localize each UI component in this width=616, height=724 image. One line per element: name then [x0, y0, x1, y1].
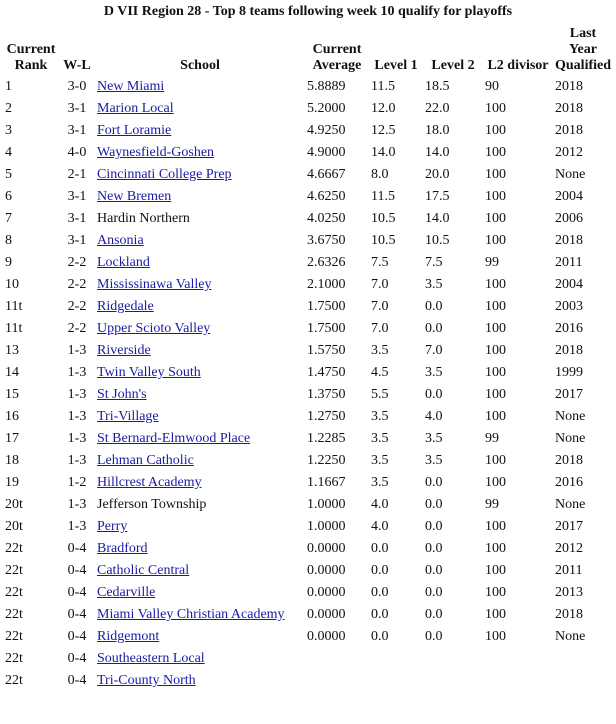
table-row [3, 539, 613, 561]
cell-wl: 0-4 [67, 629, 87, 644]
cell-level-1: 10.5 [371, 233, 396, 248]
cell-level-2: 0.0 [425, 629, 443, 644]
cell-school [95, 165, 305, 187]
cell-average: 4.6667 [307, 167, 346, 182]
cell-school [95, 671, 305, 693]
cell-l2-divisor: 100 [485, 167, 506, 182]
cell-level-2: 0.0 [425, 563, 443, 578]
school-link[interactable]: St Bernard-Elmwood Place [97, 431, 251, 446]
cell-rank: 6 [5, 189, 12, 204]
cell-school [95, 605, 305, 627]
table-header [3, 26, 613, 77]
cell-level-2: 3.5 [425, 453, 443, 468]
cell-l2-divisor: 100 [485, 277, 506, 292]
school-link[interactable]: Tri-County North [97, 673, 196, 688]
cell-l2-divisor: 100 [485, 343, 506, 358]
cell-wl: 3-1 [67, 123, 87, 138]
cell-last-year: 2012 [555, 541, 583, 556]
cell-wl: 2-2 [67, 277, 87, 292]
header-l2-divisor: L2 divisor [487, 58, 549, 73]
cell-rank: 2 [5, 101, 12, 116]
cell-rank: 1 [5, 79, 12, 94]
cell-rank: 18 [5, 453, 19, 468]
cell-rank: 9 [5, 255, 12, 270]
table-row [3, 187, 613, 209]
cell-wl: 3-1 [67, 233, 87, 248]
cell-last-year: 2016 [555, 475, 583, 490]
cell-level-2: 0.0 [425, 519, 443, 534]
cell-average: 5.8889 [307, 79, 346, 94]
school-link[interactable]: St John's [97, 387, 147, 402]
cell-average: 1.5750 [307, 343, 346, 358]
cell-wl: 1-2 [67, 475, 87, 490]
cell-l2-divisor: 99 [485, 497, 499, 512]
cell-school [95, 121, 305, 143]
cell-rank: 22t [5, 563, 23, 578]
cell-last-year [553, 649, 613, 671]
cell-level-2: 7.5 [425, 255, 443, 270]
cell-average: 1.0000 [307, 497, 346, 512]
table-row [3, 385, 613, 407]
school-link[interactable]: Marion Local [97, 101, 174, 116]
cell-school [95, 209, 305, 231]
cell-l2-divisor: 100 [485, 321, 506, 336]
cell-level-2: 17.5 [425, 189, 450, 204]
cell-average: 4.9250 [307, 123, 346, 138]
cell-rank: 5 [5, 167, 12, 182]
school-link[interactable]: New Miami [97, 79, 165, 94]
school-link[interactable]: Miami Valley Christian Academy [97, 607, 285, 622]
school-name: Hardin Northern [97, 211, 190, 226]
table-row [3, 671, 613, 693]
cell-school [95, 583, 305, 605]
cell-average: 1.2250 [307, 453, 346, 468]
cell-last-year: 2018 [555, 123, 583, 138]
cell-wl: 1-3 [67, 387, 87, 402]
cell-last-year: 2013 [555, 585, 583, 600]
cell-rank: 22t [5, 585, 23, 600]
table-body [3, 77, 613, 693]
cell-level-2: 3.5 [425, 365, 443, 380]
cell-l2-divisor: 100 [485, 541, 506, 556]
cell-wl: 0-4 [67, 541, 87, 556]
cell-wl: 1-3 [67, 343, 87, 358]
cell-l2-divisor: 100 [485, 607, 506, 622]
table-row [3, 253, 613, 275]
school-link[interactable]: Lockland [97, 255, 150, 270]
header-level-1: Level 1 [374, 58, 418, 73]
cell-average: 1.0000 [307, 519, 346, 534]
school-link[interactable]: Catholic Central [97, 563, 190, 578]
cell-l2-divisor: 100 [485, 585, 506, 600]
cell-l2-divisor: 99 [485, 255, 499, 270]
cell-rank: 11t [5, 299, 23, 314]
cell-school [95, 319, 305, 341]
cell-l2-divisor: 100 [485, 299, 506, 314]
cell-school [95, 143, 305, 165]
cell-average: 1.2750 [307, 409, 346, 424]
table-row [3, 649, 613, 671]
school-link[interactable]: Ridgemont [97, 629, 160, 644]
cell-wl: 3-0 [67, 79, 87, 94]
school-link[interactable]: Twin Valley South [97, 365, 201, 380]
cell-level-1: 11.5 [371, 189, 395, 204]
header-last-year-qualified: Last Year Qualified [555, 26, 612, 73]
cell-last-year: 2004 [555, 189, 583, 204]
cell-level-1: 3.5 [371, 475, 389, 490]
cell-school [95, 495, 305, 517]
cell-level-2: 18.5 [425, 79, 450, 94]
cell-wl: 3-1 [67, 211, 87, 226]
cell-level-2: 14.0 [425, 211, 450, 226]
school-link[interactable]: Ridgedale [97, 299, 154, 314]
cell-level-2: 3.5 [425, 431, 443, 446]
cell-average [305, 671, 369, 693]
cell-average: 5.2000 [307, 101, 346, 116]
cell-level-2: 0.0 [425, 541, 443, 556]
cell-last-year: None [555, 409, 586, 424]
cell-level-1: 0.0 [371, 563, 389, 578]
table-row [3, 451, 613, 473]
cell-rank: 11t [5, 321, 23, 336]
cell-rank: 10 [5, 277, 19, 292]
cell-last-year: 2003 [555, 299, 583, 314]
cell-l2-divisor: 100 [485, 365, 506, 380]
school-link[interactable]: Ansonia [97, 233, 144, 248]
cell-l2-divisor [483, 671, 553, 693]
cell-average: 1.7500 [307, 299, 346, 314]
cell-rank: 13 [5, 343, 19, 358]
cell-school [95, 473, 305, 495]
cell-level-1: 3.5 [371, 343, 389, 358]
cell-average: 4.6250 [307, 189, 346, 204]
cell-last-year: None [555, 167, 586, 182]
cell-average: 4.0250 [307, 211, 346, 226]
cell-l2-divisor: 100 [485, 211, 506, 226]
cell-level-1 [369, 649, 423, 671]
cell-rank: 4 [5, 145, 12, 160]
cell-rank: 19 [5, 475, 19, 490]
cell-average: 1.3750 [307, 387, 346, 402]
cell-level-1: 4.0 [371, 519, 389, 534]
cell-rank: 22t [5, 629, 23, 644]
cell-level-1: 12.5 [371, 123, 396, 138]
school-link[interactable]: Riverside [97, 343, 151, 358]
cell-school [95, 275, 305, 297]
cell-average: 0.0000 [307, 563, 346, 578]
cell-last-year: None [555, 431, 586, 446]
table-row [3, 517, 613, 539]
cell-rank: 22t [5, 673, 23, 688]
cell-wl: 4-0 [67, 145, 87, 160]
school-link[interactable]: Upper Scioto Valley [97, 321, 211, 336]
cell-rank: 7 [5, 211, 12, 226]
cell-level-1: 11.5 [371, 79, 395, 94]
cell-level-1: 7.0 [371, 299, 389, 314]
cell-school [95, 451, 305, 473]
cell-school [95, 429, 305, 451]
cell-level-1: 5.5 [371, 387, 389, 402]
cell-average: 1.4750 [307, 365, 346, 380]
cell-rank: 16 [5, 409, 19, 424]
cell-l2-divisor: 100 [485, 453, 506, 468]
cell-school [95, 99, 305, 121]
header-current-rank: Current Rank [6, 42, 56, 73]
table-row [3, 121, 613, 143]
cell-level-2: 0.0 [425, 387, 443, 402]
cell-rank: 20t [5, 497, 23, 512]
cell-last-year: 2018 [555, 101, 583, 116]
cell-school [95, 77, 305, 99]
cell-l2-divisor: 100 [485, 101, 506, 116]
cell-level-1: 14.0 [371, 145, 396, 160]
cell-rank: 22t [5, 607, 23, 622]
cell-rank: 15 [5, 387, 19, 402]
cell-level-2: 4.0 [425, 409, 443, 424]
cell-last-year: 2018 [555, 343, 583, 358]
cell-level-1: 10.5 [371, 211, 396, 226]
cell-school [95, 385, 305, 407]
school-link[interactable]: Bradford [97, 541, 148, 556]
cell-last-year: None [555, 629, 586, 644]
table-row [3, 341, 613, 363]
school-link[interactable]: Perry [97, 519, 128, 534]
cell-school [95, 407, 305, 429]
cell-level-1: 4.0 [371, 497, 389, 512]
cell-school [95, 187, 305, 209]
school-link[interactable]: Lehman Catholic [97, 453, 194, 468]
cell-wl: 0-4 [67, 563, 87, 578]
table-row [3, 429, 613, 451]
cell-level-2: 22.0 [425, 101, 450, 116]
cell-rank: 3 [5, 123, 12, 138]
cell-wl: 1-3 [67, 365, 87, 380]
cell-last-year: 2018 [555, 453, 583, 468]
cell-wl: 1-3 [67, 453, 87, 468]
cell-l2-divisor [483, 649, 553, 671]
header-school: School [180, 58, 220, 73]
cell-school [95, 297, 305, 319]
cell-l2-divisor: 100 [485, 189, 506, 204]
cell-last-year: 1999 [555, 365, 583, 380]
table-row [3, 561, 613, 583]
table-row [3, 495, 613, 517]
school-link[interactable]: Waynesfield-Goshen [97, 145, 215, 160]
school-link[interactable]: Tri-Village [97, 409, 159, 424]
school-link[interactable]: Mississinawa Valley [97, 277, 212, 292]
school-link[interactable]: Cincinnati College Prep [97, 167, 232, 182]
table-row [3, 231, 613, 253]
cell-school [95, 627, 305, 649]
header-wl: W-L [63, 58, 91, 73]
cell-l2-divisor: 100 [485, 123, 506, 138]
cell-level-2: 0.0 [425, 299, 443, 314]
cell-level-1: 0.0 [371, 541, 389, 556]
school-name: Jefferson Township [97, 497, 207, 512]
cell-level-1: 0.0 [371, 585, 389, 600]
cell-average: 1.7500 [307, 321, 346, 336]
cell-wl: 0-4 [67, 673, 87, 688]
cell-last-year: 2018 [555, 79, 583, 94]
cell-rank: 17 [5, 431, 19, 446]
cell-level-1 [369, 671, 423, 693]
table-row [3, 297, 613, 319]
table-row [3, 165, 613, 187]
cell-wl: 0-4 [67, 585, 87, 600]
cell-l2-divisor: 90 [485, 79, 499, 94]
school-link[interactable]: Southeastern Local [97, 651, 205, 666]
cell-average: 0.0000 [307, 585, 346, 600]
cell-l2-divisor: 99 [485, 431, 499, 446]
cell-level-1: 7.0 [371, 277, 389, 292]
cell-last-year: None [555, 497, 586, 512]
cell-l2-divisor: 100 [485, 475, 506, 490]
cell-level-1: 3.5 [371, 409, 389, 424]
cell-level-2 [423, 649, 483, 671]
cell-level-2: 0.0 [425, 321, 443, 336]
cell-school [95, 341, 305, 363]
cell-wl: 2-2 [67, 321, 87, 336]
cell-school [95, 561, 305, 583]
cell-level-2: 20.0 [425, 167, 450, 182]
cell-wl: 1-3 [67, 409, 87, 424]
cell-level-2: 7.0 [425, 343, 443, 358]
cell-last-year: 2017 [555, 519, 583, 534]
cell-level-2: 14.0 [425, 145, 450, 160]
table-row [3, 143, 613, 165]
cell-level-1: 7.5 [371, 255, 389, 270]
cell-school [95, 253, 305, 275]
cell-wl: 3-1 [67, 101, 87, 116]
cell-level-2: 0.0 [425, 585, 443, 600]
cell-average: 3.6750 [307, 233, 346, 248]
school-link[interactable]: Cedarville [97, 585, 156, 600]
cell-l2-divisor: 100 [485, 387, 506, 402]
cell-level-1: 0.0 [371, 629, 389, 644]
cell-average: 4.9000 [307, 145, 346, 160]
cell-level-1: 3.5 [371, 453, 389, 468]
cell-level-1: 0.0 [371, 607, 389, 622]
cell-last-year: 2006 [555, 211, 583, 226]
table-row [3, 275, 613, 297]
cell-level-2: 10.5 [425, 233, 450, 248]
cell-average: 2.1000 [307, 277, 346, 292]
cell-l2-divisor: 100 [485, 409, 506, 424]
table-row [3, 363, 613, 385]
standings-table [3, 26, 613, 693]
cell-school [95, 649, 305, 671]
cell-average: 0.0000 [307, 541, 346, 556]
cell-last-year: 2016 [555, 321, 583, 336]
cell-average: 0.0000 [307, 607, 346, 622]
table-row [3, 319, 613, 341]
cell-l2-divisor: 100 [485, 145, 506, 160]
table-row [3, 627, 613, 649]
cell-wl: 0-4 [67, 607, 87, 622]
cell-last-year: 2017 [555, 387, 583, 402]
cell-school [95, 363, 305, 385]
cell-level-2 [423, 671, 483, 693]
cell-school [95, 539, 305, 561]
school-link[interactable]: Hillcrest Academy [97, 475, 202, 490]
cell-school [95, 231, 305, 253]
cell-average: 1.1667 [307, 475, 346, 490]
cell-last-year: 2011 [555, 255, 583, 270]
cell-average [305, 649, 369, 671]
cell-wl: 3-1 [67, 189, 87, 204]
cell-level-1: 3.5 [371, 431, 389, 446]
table-row [3, 209, 613, 231]
cell-last-year: 2004 [555, 277, 583, 292]
cell-rank: 14 [5, 365, 19, 380]
table-row [3, 407, 613, 429]
cell-level-2: 0.0 [425, 607, 443, 622]
cell-wl: 1-3 [67, 519, 87, 534]
cell-wl: 2-2 [67, 255, 87, 270]
cell-wl: 0-4 [67, 651, 87, 666]
cell-level-2: 0.0 [425, 475, 443, 490]
table-row [3, 99, 613, 121]
cell-wl: 1-3 [67, 497, 87, 512]
cell-average: 2.6326 [307, 255, 346, 270]
cell-rank: 20t [5, 519, 23, 534]
header-level-2: Level 2 [431, 58, 475, 73]
cell-level-2: 0.0 [425, 497, 443, 512]
cell-l2-divisor: 100 [485, 519, 506, 534]
cell-last-year: 2018 [555, 607, 583, 622]
cell-level-2: 3.5 [425, 277, 443, 292]
page-title: D VII Region 28 - Top 8 teams following week 10 qualify for playoffs [103, 4, 513, 19]
cell-level-1: 8.0 [371, 167, 389, 182]
cell-average: 1.2285 [307, 431, 346, 446]
cell-wl: 1-3 [67, 431, 87, 446]
cell-average: 0.0000 [307, 629, 346, 644]
school-link[interactable]: Fort Loramie [97, 123, 172, 138]
cell-rank: 22t [5, 541, 23, 556]
cell-level-1: 7.0 [371, 321, 389, 336]
cell-last-year [553, 671, 613, 693]
cell-rank: 8 [5, 233, 12, 248]
cell-last-year: 2011 [555, 563, 583, 578]
cell-wl: 2-1 [67, 167, 87, 182]
cell-last-year: 2018 [555, 233, 583, 248]
cell-last-year: 2012 [555, 145, 583, 160]
cell-level-1: 12.0 [371, 101, 396, 116]
header-current-average: Current Average [312, 42, 362, 73]
cell-level-2: 18.0 [425, 123, 450, 138]
table-row [3, 583, 613, 605]
school-link[interactable]: New Bremen [97, 189, 172, 204]
table-row [3, 473, 613, 495]
cell-l2-divisor: 100 [485, 629, 506, 644]
cell-l2-divisor: 100 [485, 233, 506, 248]
cell-school [95, 517, 305, 539]
cell-l2-divisor: 100 [485, 563, 506, 578]
table-row [3, 605, 613, 627]
cell-rank: 22t [5, 651, 23, 666]
table-row [3, 77, 613, 99]
cell-wl: 2-2 [67, 299, 87, 314]
cell-level-1: 4.5 [371, 365, 389, 380]
